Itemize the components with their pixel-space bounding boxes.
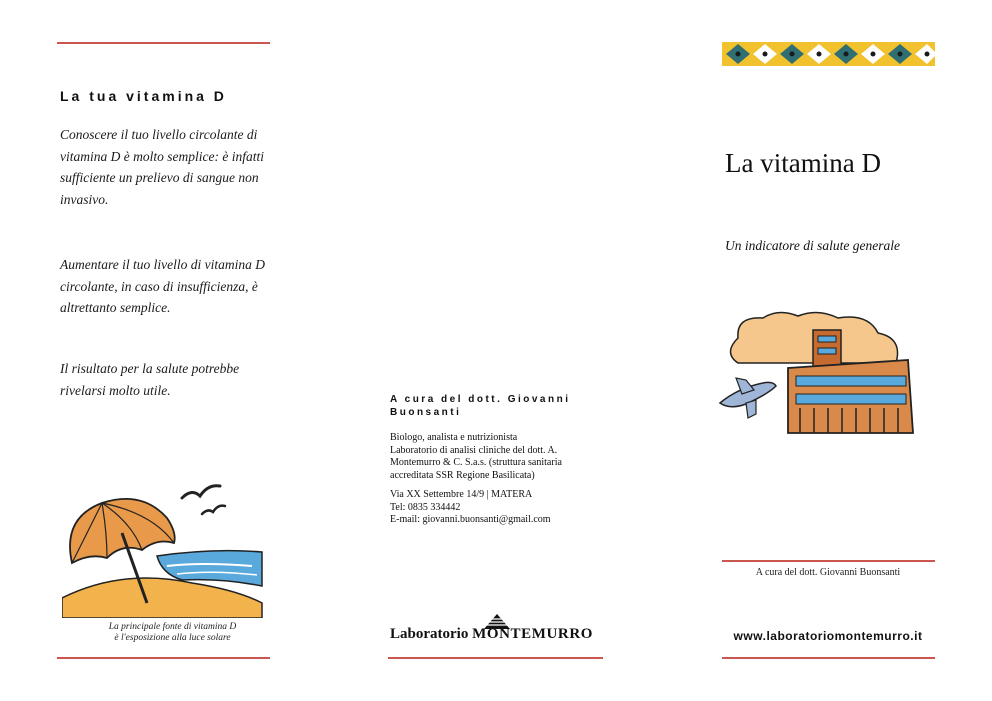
bio-line: Biologo, analista e nutrizionista: [390, 432, 518, 443]
left-top-rule: [57, 42, 270, 44]
airplane-icon: [720, 378, 776, 418]
bio-line: Laboratorio di analisi cliniche del dott. A.: [390, 444, 558, 456]
bio-line: accreditata SSR Regione Basilicata): [390, 469, 535, 481]
contact-block: [390, 489, 590, 527]
lab-logo: [390, 613, 605, 643]
beach-umbrella-icon: [62, 478, 272, 618]
brochure-title: La vitamina D: [725, 148, 881, 178]
author-heading: A cura del dott. Giovanni Buonsanti: [390, 394, 571, 418]
bio-block: [390, 432, 590, 482]
author-line: A cura del dott. Giovanni Buonsanti: [755, 567, 901, 578]
left-heading: La tua vitamina D: [60, 88, 227, 104]
paragraph-1: Conoscere il tuo livello circolante di vitamina D è molto semplice: è infatti sufficiente un prelievo di sangue non invasivo.: [60, 127, 264, 207]
decorative-band: [722, 42, 935, 66]
paragraph-2: Aumentare il tuo livello di vitamina D circolante, in caso di insufficienza, è altrettanto semplice.: [60, 257, 265, 315]
right-mid-rule: [722, 560, 935, 562]
building-icon: [718, 308, 918, 443]
address-line: Via XX Settembre 14/9 | MATERA: [390, 489, 533, 500]
right-bottom-rule: [722, 657, 935, 659]
beach-caption: [60, 622, 285, 644]
paragraph-3: Il risultato per la salute potrebbe rivelarsi molto utile.: [60, 361, 240, 398]
seagull-icon: [182, 486, 220, 498]
bio-line: Montemurro & C. S.a.s. (struttura sanitaria: [390, 457, 562, 468]
lab-logo-word1: Laboratorio: [390, 626, 469, 642]
caption-line-1: La principale fonte di vitamina D: [108, 622, 237, 632]
website-link[interactable]: www.laboratoriomontemurro.it: [733, 629, 923, 643]
middle-bottom-rule: [388, 657, 603, 659]
left-bottom-rule: [57, 657, 270, 659]
lab-logo-word2: MONTEMURRO: [472, 626, 594, 642]
lab-logo-text: [390, 626, 593, 643]
caption-line-2: è l'esposizione alla luce solare: [114, 633, 231, 643]
phone-line: Tel: 0835 334442: [390, 501, 461, 513]
brochure-subtitle: Un indicatore di salute generale: [725, 238, 900, 253]
email-line: E-mail: giovanni.buonsanti@gmail.com: [390, 514, 551, 525]
